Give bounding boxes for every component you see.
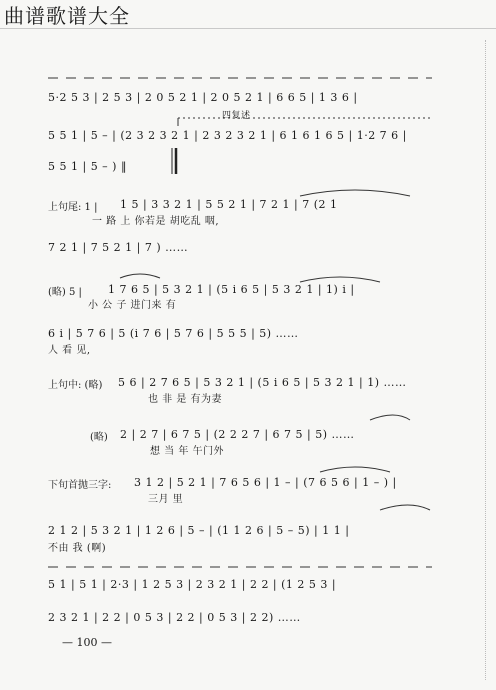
score-line-4: 1 5 | 3 3 2 1 | 5 5 2 1 | 7 2 1 | 7 (2 1 <box>120 198 338 211</box>
line-4-label: 上句尾: 1 | <box>48 202 98 213</box>
score-line-6: 1 7 6 5 | 5 3 2 1 | (5 i 6 5 | 5 3 2 1 | 1) i | <box>108 283 355 296</box>
page-number: — 100 — <box>62 636 112 649</box>
header-title: 曲谱歌谱大全 <box>4 4 130 28</box>
line-6-label: (略) 5 | <box>48 287 82 298</box>
score-line-13: 2 3 2 1 | 2 2 | 0 5 3 | 2 2 | 0 5 3 | 2 2) …… <box>48 611 301 624</box>
lyric-line-11: 不由 我 (啊) <box>48 543 107 554</box>
score-line-3: 5 5 1 | 5 – ) ‖ <box>48 160 127 173</box>
repeat-label: 四复述 <box>222 111 251 121</box>
score-line-1: 5·2 5 3 | 2 5 3 | 2 0 5 2 1 | 2 0 5 2 1 | 6 6 5 | 1 3 6 | <box>48 91 358 104</box>
score-line-2: 5 5 1 | 5 – | (2 3 2 3 2 1 | 2 3 2 3 2 1 | 6 1 6 1 6 5 | 1·2 7 6 | <box>48 129 407 142</box>
lyric-line-10: 三月 里 <box>148 494 184 505</box>
line-10-label: 下旬首抛三字: <box>48 480 112 491</box>
score-line-10: 3 1 2 | 5 2 1 | 7 6 5 6 | 1 – | (7 6 5 6 | 1 – ) | <box>134 476 397 489</box>
score-line-11: 2 1 2 | 5 3 2 1 | 1 2 6 | 5 – | (1 1 2 6 | 5 – 5) | 1 1 | <box>48 524 350 537</box>
lyric-line-9: 想 当 年 午门外 <box>150 446 225 457</box>
score-line-12: 5 1 | 5 1 | 2·3 | 1 2 5 3 | 2 3 2 1 | 2 2 | (1 2 5 3 | <box>48 578 337 591</box>
score-line-8: 5 6 | 2 7 6 5 | 5 3 2 1 | (5 i 6 5 | 5 3 2 1 | 1) …… <box>118 376 407 389</box>
lyric-line-4: 一 路 上 你若是 胡吃乱 咽, <box>92 216 220 227</box>
line-8-label: 上句中: (略) <box>48 380 103 391</box>
lyric-line-6: 小 公 子 进门来 有 <box>88 300 177 311</box>
lyric-line-7: 人 看 见, <box>48 345 91 356</box>
score-line-5: 7 2 1 | 7 5 2 1 | 7 ) …… <box>48 241 189 254</box>
score-line-7: 6 i | 5 7 6 | 5 (i 7 6 | 5 7 6 | 5 5 5 | 5) …… <box>48 327 299 340</box>
score-line-9: 2 | 2 7 | 6 7 5 | (2 2 2 7 | 6 7 5 | 5) …… <box>120 428 355 441</box>
lyric-line-8: 也 非 是 有为妻 <box>148 394 223 405</box>
line-9-label: (略) <box>90 432 108 443</box>
